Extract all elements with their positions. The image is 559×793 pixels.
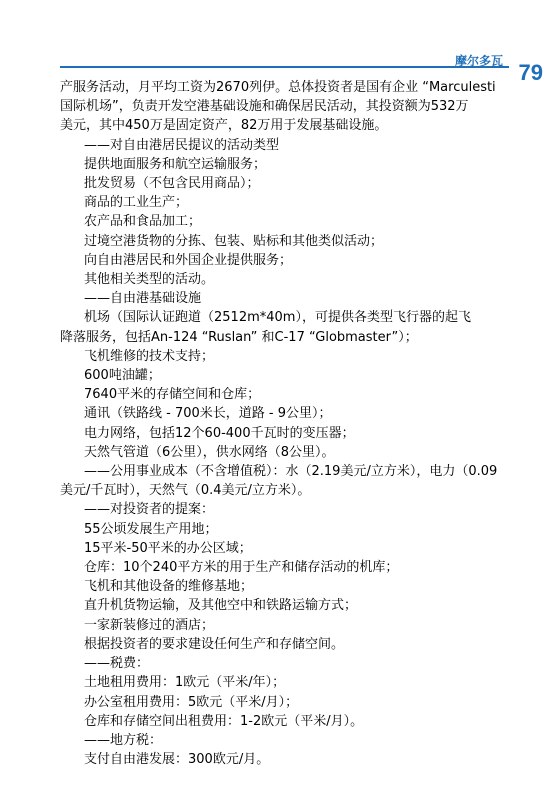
text-line: 支付自由港发展：300欧元/月。 — [84, 752, 270, 768]
text-line: 仓库和存储空间出租费用：1-2欧元（平米/月）。 — [84, 713, 364, 729]
text-line: 电力网络，包括12个60-400千瓦时的变压器； — [84, 425, 355, 441]
text-line: 机场（国际认证跑道（2512m*40m），可提供各类型飞行器的起飞 — [84, 310, 471, 326]
running-header-title: 摩尔多瓦 — [454, 54, 503, 68]
text-line: 飞机维修的技术支持； — [84, 348, 215, 364]
text-line: 提供地面服务和航空运输服务； — [84, 156, 267, 172]
text-line: 600吨油罐； — [84, 368, 161, 384]
text-line: 过境空港货物的分拣、包装、贴标和其他类似活动； — [84, 233, 384, 249]
text-line: ——自由港基础设施 — [84, 291, 202, 307]
text-line: 美元/千瓦时），天然气（0.4美元/立方米）。 — [60, 483, 311, 499]
text-line: ——对自由港居民提议的活动类型 — [84, 137, 280, 153]
text-line: 仓库：10个240平方米的用于生产和储存活动的机库； — [84, 560, 399, 576]
text-line: ——地方税： — [84, 732, 163, 748]
text-line: 天然气管道（6公里），供水网络（8公里）。 — [84, 444, 335, 460]
text-line: 国际机场”，负责开发空港基础设施和确保居民活动，其投资额为532万 — [60, 99, 469, 115]
text-line: 根据投资者的要求建设任何生产和存储空间。 — [84, 636, 345, 652]
text-line: 7640平米的存储空间和仓库； — [84, 387, 261, 403]
text-line: 土地租用费用：1欧元（平米/年）； — [84, 675, 286, 691]
text-line: ——公用事业成本（不含增值税）：水（2.19美元/立方米），电力（0.09 — [84, 464, 498, 480]
header-rule — [60, 66, 509, 68]
body-text — [60, 78, 508, 769]
text-line: 降落服务，包括An-124 “Ruslan” 和C-17 “Globmaster”）； — [60, 329, 418, 345]
text-line: 55公顷发展生产用地； — [84, 521, 218, 537]
text-line: ——税费： — [84, 656, 150, 672]
text-line: 直升机货物运输，及其他空中和铁路运输方式； — [84, 598, 358, 614]
text-line: 商品的工业生产； — [84, 195, 189, 211]
text-line: 美元，其中450万是固定资产，82万用于发展基础设施。 — [60, 118, 388, 134]
text-line: 其他相关类型的活动。 — [84, 272, 215, 288]
text-line: 产服务活动，月平均工资为2670列伊。总体投资者是国有企业 “Marculesti — [60, 80, 496, 95]
text-line: 一家新装修过的酒店； — [84, 617, 215, 633]
text-line: 15平米-50平米的办公区域； — [84, 540, 252, 556]
text-line: 通讯（铁路线 - 700米长，道路 - 9公里）； — [84, 406, 332, 422]
text-line: ——对投资者的提案： — [84, 502, 215, 518]
page-number: 79 — [518, 60, 543, 85]
text-line: 办公室租用费用：5欧元（平米/月）； — [84, 694, 299, 710]
text-line: 飞机和其他设备的维修基地； — [84, 579, 254, 595]
text-line: 向自由港居民和外国企业提供服务； — [84, 252, 293, 268]
text-line: 农产品和食品加工； — [84, 214, 202, 230]
text-line: 批发贸易（不包含民用商品）； — [84, 176, 260, 192]
